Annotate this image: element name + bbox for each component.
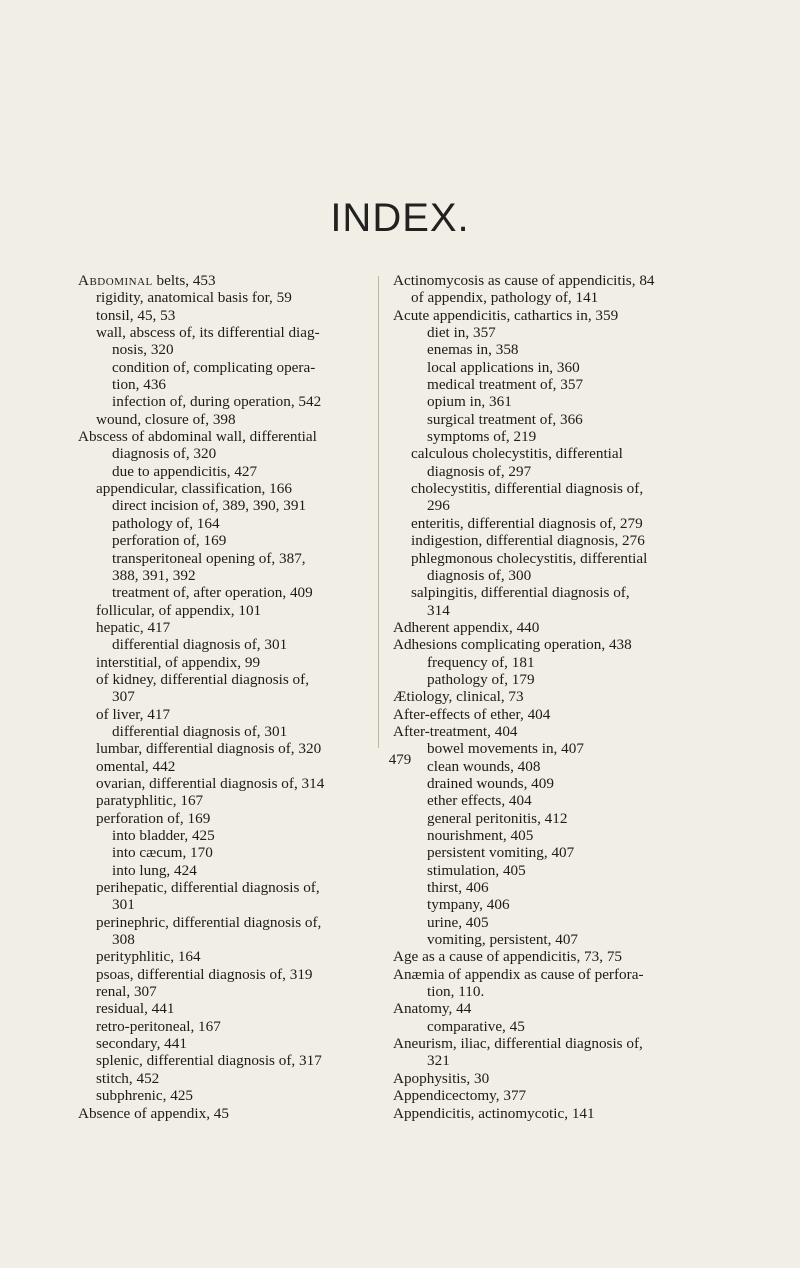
- index-entry: [78, 480, 370, 497]
- index-entry: [78, 723, 370, 740]
- index-entry-text: 321: [427, 1052, 450, 1070]
- index-entry-text: thirst, 406: [427, 879, 489, 897]
- index-entry-text: local applications in, 360: [427, 358, 580, 376]
- index-entry-text: residual, 441: [96, 1000, 175, 1018]
- index-entry-text: Actinomycosis as cause of appendicitis, 84: [393, 272, 655, 289]
- index-entry: [393, 792, 723, 809]
- index-entry-text: calculous cholecystitis, differential: [411, 445, 623, 463]
- index-entry-text: interstitial, of appendix, 99: [96, 653, 261, 671]
- index-entry-text: surgical treatment of, 366: [427, 410, 583, 428]
- index-entry: [78, 983, 370, 1000]
- index-entry: [78, 706, 370, 723]
- index-entry-text: 307: [112, 688, 135, 706]
- index-entry-text: ether effects, 404: [427, 792, 532, 810]
- index-entry: [78, 636, 370, 653]
- index-entry: [393, 706, 723, 723]
- index-entry: [393, 671, 723, 688]
- index-entry: [393, 567, 723, 584]
- index-entry-text: Appendicitis, actinomycotic, 141: [393, 1104, 595, 1122]
- index-entry: [78, 550, 370, 567]
- index-entry-text: due to appendicitis, 427: [112, 462, 258, 480]
- index-entry-text: lumbar, differential diagnosis of, 320: [96, 740, 322, 758]
- index-entry-text: into lung, 424: [112, 861, 197, 879]
- index-entry-text: diet in, 357: [427, 324, 496, 342]
- index-entry: [78, 810, 370, 827]
- index-entry-text: into bladder, 425: [112, 827, 215, 844]
- index-entry-text: condition of, complicating opera-: [112, 358, 316, 376]
- index-entry-text: omental, 442: [96, 757, 176, 775]
- index-entry: [393, 948, 723, 965]
- index-entry-text: Adhesions complicating operation, 438: [393, 636, 632, 654]
- index-entry-text: Anæmia of appendix as cause of perfora-: [393, 965, 644, 983]
- index-entry-text: perforation of, 169: [112, 532, 227, 550]
- index-entry-text: After-effects of ether, 404: [393, 705, 551, 723]
- index-entry: [393, 376, 723, 393]
- index-entry-text: treatment of, after operation, 409: [112, 584, 313, 602]
- index-entry-text: After-treatment, 404: [393, 722, 518, 740]
- index-entry-text: 296: [427, 497, 450, 515]
- index-entry-text: medical treatment of, 357: [427, 376, 584, 394]
- index-entry: [393, 896, 723, 913]
- index-entry: [78, 1087, 370, 1104]
- index-entry: [393, 289, 723, 306]
- column-divider: [378, 276, 379, 748]
- index-entry: [78, 272, 370, 289]
- index-entry-text: perihepatic, differential diagnosis of,: [96, 879, 320, 897]
- index-entry: [78, 775, 370, 792]
- index-entry-text: stitch, 452: [96, 1069, 160, 1087]
- index-entry: [393, 307, 723, 324]
- index-entry: [78, 602, 370, 619]
- index-entry-text: infection of, during operation, 542: [112, 393, 322, 411]
- index-entry-text: appendicular, classification, 166: [96, 480, 292, 498]
- index-entry-text: of liver, 417: [96, 705, 171, 723]
- index-entry: [393, 532, 723, 549]
- index-entry: [78, 1070, 370, 1087]
- index-entry-text: pathology of, 179: [427, 670, 535, 688]
- index-entry: [393, 1105, 723, 1122]
- index-entry-text: psoas, differential diagnosis of, 319: [96, 965, 313, 983]
- index-entry: [393, 862, 723, 879]
- index-entry: [78, 324, 370, 341]
- index-entry: [393, 914, 723, 931]
- index-entry-text: Age as a cause of appendicitis, 73, 75: [393, 948, 623, 966]
- index-entry: [78, 844, 370, 861]
- index-entry-text: perforation of, 169: [96, 809, 211, 827]
- index-entry-text: 388, 391, 392: [112, 566, 196, 584]
- index-entry-text: renal, 307: [96, 983, 157, 1001]
- index-entry: [393, 619, 723, 636]
- index-entry: [393, 341, 723, 358]
- index-entry: [393, 636, 723, 653]
- index-entry: [78, 289, 370, 306]
- index-entry: [78, 619, 370, 636]
- index-entry-text: ovarian, differential diagnosis of, 314: [96, 774, 325, 792]
- index-entry: [393, 445, 723, 462]
- index-entry: [393, 931, 723, 948]
- index-entry-text: splenic, differential diagnosis of, 317: [96, 1052, 322, 1070]
- index-entry-text: rigidity, anatomical basis for, 59: [96, 289, 292, 307]
- index-entry-text: diagnosis of, 300: [427, 566, 532, 584]
- index-entry: [393, 393, 723, 410]
- index-entry-text: nosis, 320: [112, 341, 174, 359]
- index-entry-text: diagnosis of, 320: [112, 445, 217, 463]
- index-entry-text: enemas in, 358: [427, 341, 519, 359]
- index-entry: [78, 862, 370, 879]
- index-entry: [393, 584, 723, 601]
- index-entry-text: 308: [112, 931, 135, 949]
- index-entry-text: diagnosis of, 297: [427, 462, 532, 480]
- index-entry-text: enteritis, differential diagnosis of, 279: [411, 514, 643, 532]
- index-entry-text: vomiting, persistent, 407: [427, 931, 579, 949]
- index-entry-text: hepatic, 417: [96, 618, 171, 636]
- index-entry-text: Acute appendicitis, cathartics in, 359: [393, 306, 619, 324]
- index-entry: [78, 1052, 370, 1069]
- index-entry-text: belts, 453: [152, 272, 216, 289]
- index-entry: [393, 827, 723, 844]
- index-entry: [78, 341, 370, 358]
- index-entry-text: nourishment, 405: [427, 827, 534, 844]
- index-entry: [78, 1105, 370, 1122]
- index-entry: [78, 966, 370, 983]
- index-entry-text: retro-peritoneal, 167: [96, 1017, 221, 1035]
- index-entry-text: direct incision of, 389, 390, 391: [112, 497, 307, 515]
- index-entry-text: perityphlitic, 164: [96, 948, 201, 966]
- index-entry-text: comparative, 45: [427, 1017, 525, 1035]
- index-entry: [393, 775, 723, 792]
- index-entry: [393, 983, 723, 1000]
- index-entry-text: paratyphlitic, 167: [96, 792, 204, 810]
- index-entry: [393, 810, 723, 827]
- index-entry: [78, 654, 370, 671]
- index-entry: [393, 723, 723, 740]
- index-entry: [78, 688, 370, 705]
- index-entry: [78, 914, 370, 931]
- index-entry: [78, 879, 370, 896]
- index-entry: [393, 359, 723, 376]
- index-entry-text: symptoms of, 219: [427, 428, 537, 446]
- index-entry-text: pathology of, 164: [112, 514, 220, 532]
- index-entry: [393, 654, 723, 671]
- index-entry-text: Aneurism, iliac, differential diagnosis of,: [393, 1035, 643, 1053]
- index-column-left: [78, 272, 370, 1122]
- index-entry-text: 301: [112, 896, 135, 914]
- index-entry-text: wall, abscess of, its differential diag-: [96, 324, 320, 342]
- index-entry-lead-word: Abdominal: [78, 272, 153, 289]
- index-entry-text: Adherent appendix, 440: [393, 618, 540, 636]
- index-entry-text: Anatomy, 44: [393, 1000, 472, 1018]
- index-entry: [393, 1087, 723, 1104]
- index-entry-text: of appendix, pathology of, 141: [411, 289, 599, 307]
- index-entry: [393, 1035, 723, 1052]
- index-entry-text: tympany, 406: [427, 896, 510, 914]
- index-entry-text: stimulation, 405: [427, 861, 526, 879]
- index-entry-text: bowel movements in, 407: [427, 740, 584, 758]
- index-entry: [393, 497, 723, 514]
- index-entry: [78, 931, 370, 948]
- index-column-right: [393, 272, 723, 1122]
- index-entry: [78, 428, 370, 445]
- index-entry-text: wound, closure of, 398: [96, 410, 236, 428]
- index-entry-text: urine, 405: [427, 913, 489, 931]
- index-entry: [393, 324, 723, 341]
- index-entry-text: general peritonitis, 412: [427, 809, 568, 827]
- index-entry: [393, 480, 723, 497]
- index-entry-text: opium in, 361: [427, 393, 512, 411]
- index-entry-text: frequency of, 181: [427, 653, 535, 671]
- index-entry: [393, 515, 723, 532]
- index-entry: [78, 376, 370, 393]
- index-entry-text: phlegmonous cholecystitis, differential: [411, 549, 648, 567]
- index-entry: [78, 896, 370, 913]
- page-title: INDEX.: [330, 196, 470, 240]
- index-entry: [393, 1000, 723, 1017]
- index-entry-text: differential diagnosis of, 301: [112, 636, 288, 654]
- index-entry-text: Ætiology, clinical, 73: [393, 688, 524, 706]
- page-number: 479: [388, 752, 412, 768]
- index-entry-text: transperitoneal opening of, 387,: [112, 549, 306, 567]
- index-entry: [78, 948, 370, 965]
- index-entry: [78, 445, 370, 462]
- index-entry-text: Abscess of abdominal wall, differential: [78, 428, 317, 446]
- index-entry-text: Appendicectomy, 377: [393, 1087, 527, 1105]
- index-entry: [393, 1052, 723, 1069]
- index-entry: [393, 550, 723, 567]
- index-entry: [78, 463, 370, 480]
- index-entry-text: perinephric, differential diagnosis of,: [96, 913, 322, 931]
- index-entry: [78, 532, 370, 549]
- index-entry-text: 314: [427, 601, 450, 619]
- index-entry: [393, 844, 723, 861]
- index-entry: [393, 463, 723, 480]
- index-entry: [78, 567, 370, 584]
- index-entry-text: tion, 436: [112, 376, 167, 394]
- index-entry-text: drained wounds, 409: [427, 774, 554, 792]
- index-entry-text: differential diagnosis of, 301: [112, 722, 288, 740]
- index-entry-text: secondary, 441: [96, 1035, 187, 1053]
- index-entry: [393, 966, 723, 983]
- index-entry: [78, 1035, 370, 1052]
- index-entry-text: tonsil, 45, 53: [96, 306, 176, 324]
- index-entry-text: clean wounds, 408: [427, 757, 541, 775]
- index-entry: [393, 1018, 723, 1035]
- index-entry: [393, 411, 723, 428]
- index-entry-text: Absence of appendix, 45: [78, 1104, 229, 1122]
- index-entry-text: indigestion, differential diagnosis, 276: [411, 532, 645, 550]
- index-entry: [78, 584, 370, 601]
- index-entry: [78, 359, 370, 376]
- index-entry-text: persistent vomiting, 407: [427, 844, 575, 862]
- index-entry-text: tion, 110.: [427, 983, 485, 1001]
- index-entry: [393, 602, 723, 619]
- index-entry: [78, 515, 370, 532]
- index-entry: [78, 307, 370, 324]
- index-entry-text: into cæcum, 170: [112, 844, 213, 862]
- index-entry-text: follicular, of appendix, 101: [96, 601, 262, 619]
- index-entry-text: salpingitis, differential diagnosis of,: [411, 584, 630, 602]
- index-entry: [78, 411, 370, 428]
- index-entry: [78, 1018, 370, 1035]
- index-entry: [393, 879, 723, 896]
- index-entry-text: cholecystitis, differential diagnosis of,: [411, 480, 644, 498]
- index-entry: [393, 1070, 723, 1087]
- index-entry: [78, 827, 370, 844]
- index-entry: [393, 428, 723, 445]
- index-entry: [393, 688, 723, 705]
- index-entry-text: of kidney, differential diagnosis of,: [96, 670, 309, 688]
- index-entry-text: Apophysitis, 30: [393, 1069, 490, 1087]
- index-entry: [78, 1000, 370, 1017]
- index-entry-text: subphrenic, 425: [96, 1087, 194, 1105]
- index-entry: [78, 393, 370, 410]
- index-entry: [78, 792, 370, 809]
- index-entry: [78, 497, 370, 514]
- index-entry: [78, 671, 370, 688]
- index-entry: [393, 272, 723, 289]
